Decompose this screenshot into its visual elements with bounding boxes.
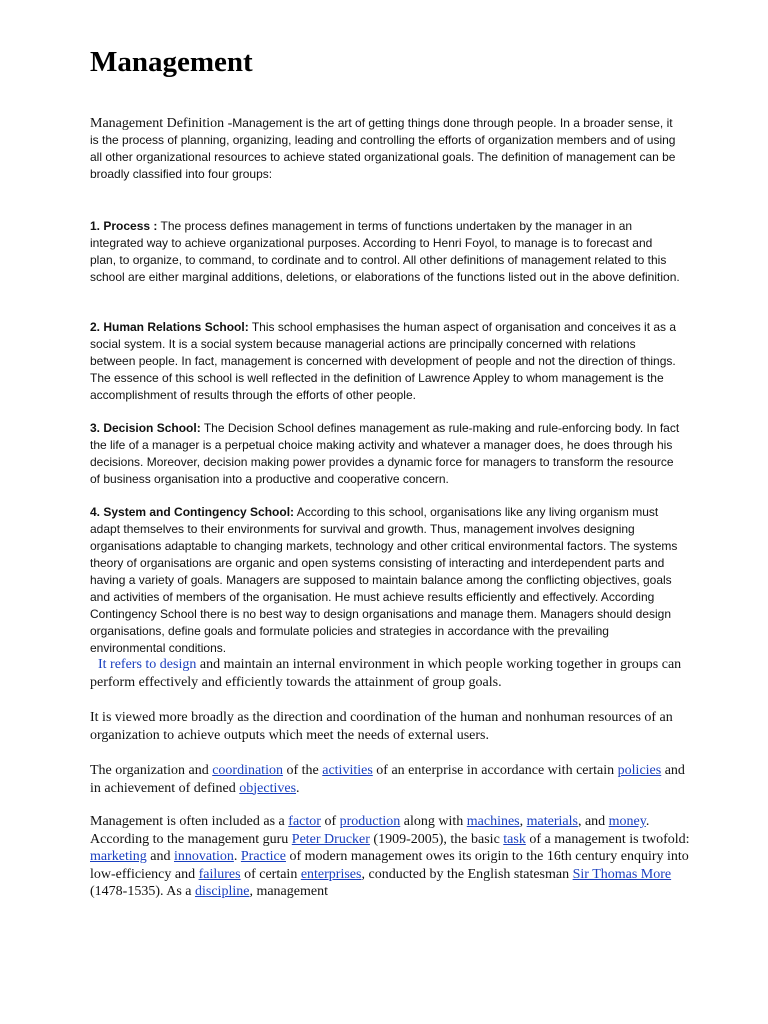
group-system-contingency [90, 504, 680, 657]
paragraph-factor [90, 813, 690, 901]
group-human-relations [90, 319, 680, 404]
text-run: The organization and [90, 763, 213, 778]
text-run: of [320, 814, 340, 829]
group-heading: 3. Decision School: [90, 421, 201, 435]
link-objectives[interactable]: objectives [239, 780, 297, 796]
paragraph-organization [90, 762, 690, 797]
link-practice[interactable]: Practice [240, 849, 286, 864]
group-text: The process defines management in terms of functions undertaken by the manager in an integrated way to achieve organizational purposes. According to Henri Foyol, to manage is to forecast and plan, to organize, to command, to cordinate and to control. All other definitions of management related to this school are either marginal additions, deletions, or elaborations of the functions listed out in the above definition. [90, 219, 680, 284]
link-activities[interactable]: activities [322, 763, 373, 778]
intro-text: Management is the art of getting things done through people. In a broader sense, it is the process of planning, organizing, leading and controlling the efforts of organization members and of using all other organizational resources to achieve stated organizational goals. The definition of management can be broadly classified into four groups: [90, 116, 676, 181]
intro-paragraph [90, 115, 680, 183]
intro-lead: Management Definition - [90, 116, 233, 131]
link-factor[interactable]: factor [288, 814, 321, 829]
refers-link-text[interactable]: It refers to design [98, 657, 197, 672]
group-heading: 4. System and Contingency School: [90, 505, 295, 519]
text-run: along with [400, 814, 467, 829]
link-production[interactable]: production [339, 814, 401, 829]
link-money[interactable]: money [608, 814, 646, 829]
text-run: of certain [240, 866, 301, 882]
group-heading: 1. Process : [90, 219, 158, 233]
link-sir-thomas-more[interactable]: Sir Thomas More [572, 866, 672, 882]
link-enterprises[interactable]: enterprises [300, 866, 362, 882]
paragraph-viewed: It is viewed more broadly as the direction and coordination of the human and nonhuman resources of an organization to achieve outputs which meet the needs of external users. [90, 710, 673, 743]
group-process [90, 218, 680, 286]
text-run: . According to the management guru [90, 814, 650, 847]
paragraph-refers [90, 656, 690, 691]
paragraph-text: and maintain an internal environment in which people working together in groups can perform effectively and efficiently towards the attainment of group goals. [90, 657, 682, 690]
text-run: , conducted by the English statesman [361, 866, 573, 882]
group-text: According to this school, organisations like any living organism must adapt themselves to their environments for survival and growth. Thus, management involves designing organisations adaptable to changing markets, technology and other critical environmental factors. The systems theory of organisations are organic and open systems consisting of interacting and interdependent parts and having a variety of goals. Managers are supposed to maintain balance among the conflicting objectives, goals and activities of members of the organisation. He must achieve results efficiently and effectively. According Contingency School there is no best way to design organisations and manage them. Managers should design organisations, define goals and formulate policies and strategies in accordance with the prevailing environmental conditions. [90, 505, 678, 655]
text-run: , [519, 814, 527, 829]
group-decision [90, 420, 680, 488]
link-peter-drucker[interactable]: Peter Drucker [291, 831, 370, 847]
text-run: (1909-2005), the basic [369, 831, 504, 847]
text-run: of modern management owes its origin to the 16th century enquiry into low-efficiency and [90, 849, 689, 882]
link-materials[interactable]: materials [526, 814, 578, 829]
link-innovation[interactable]: innovation [173, 849, 234, 864]
text-run: of the [282, 763, 323, 778]
link-coordination[interactable]: coordination [212, 763, 283, 778]
text-run: , and [577, 814, 609, 829]
text-run: (1478-1535). As a [90, 884, 195, 899]
link-failures[interactable]: failures [198, 866, 241, 882]
group-text: This school emphasises the human aspect of organisation and conceives it as a social system. It is a social system because managerial actions are principally concerned with relations between people. In fact, management is concerned with development of people and not the direction of things. The essence of this school is well reflected in the definition of Lawrence Appley to whom management is the accomplishment of results through the efforts of other people. [90, 320, 677, 402]
text-run: . [296, 780, 300, 796]
page-title: Management [90, 46, 253, 78]
text-run: Management is often included as a [90, 814, 289, 829]
group-text: The Decision School defines management as rule-making and rule-enforcing body. In fact the life of a manager is a perpetual choice making activity and whatever a manager does, he does through his decisions. Moreover, decision making power provides a dynamic force for managers to transform the resource of business organisation into a productive and cooperative concern. [90, 421, 680, 486]
link-marketing[interactable]: marketing [90, 849, 147, 864]
text-run: , management [249, 884, 328, 899]
text-run: and in achievement of defined [90, 763, 685, 796]
link-task[interactable]: task [503, 831, 526, 847]
group-heading: 2. Human Relations School: [90, 320, 249, 334]
text-run: and [146, 849, 174, 864]
link-machines[interactable]: machines [466, 814, 520, 829]
link-discipline[interactable]: discipline [195, 884, 250, 899]
link-policies[interactable]: policies [617, 763, 662, 778]
text-run: of a management is twofold: [525, 831, 690, 847]
text-run: . [233, 849, 241, 864]
text-run: of an enterprise in accordance with certain [372, 763, 618, 778]
